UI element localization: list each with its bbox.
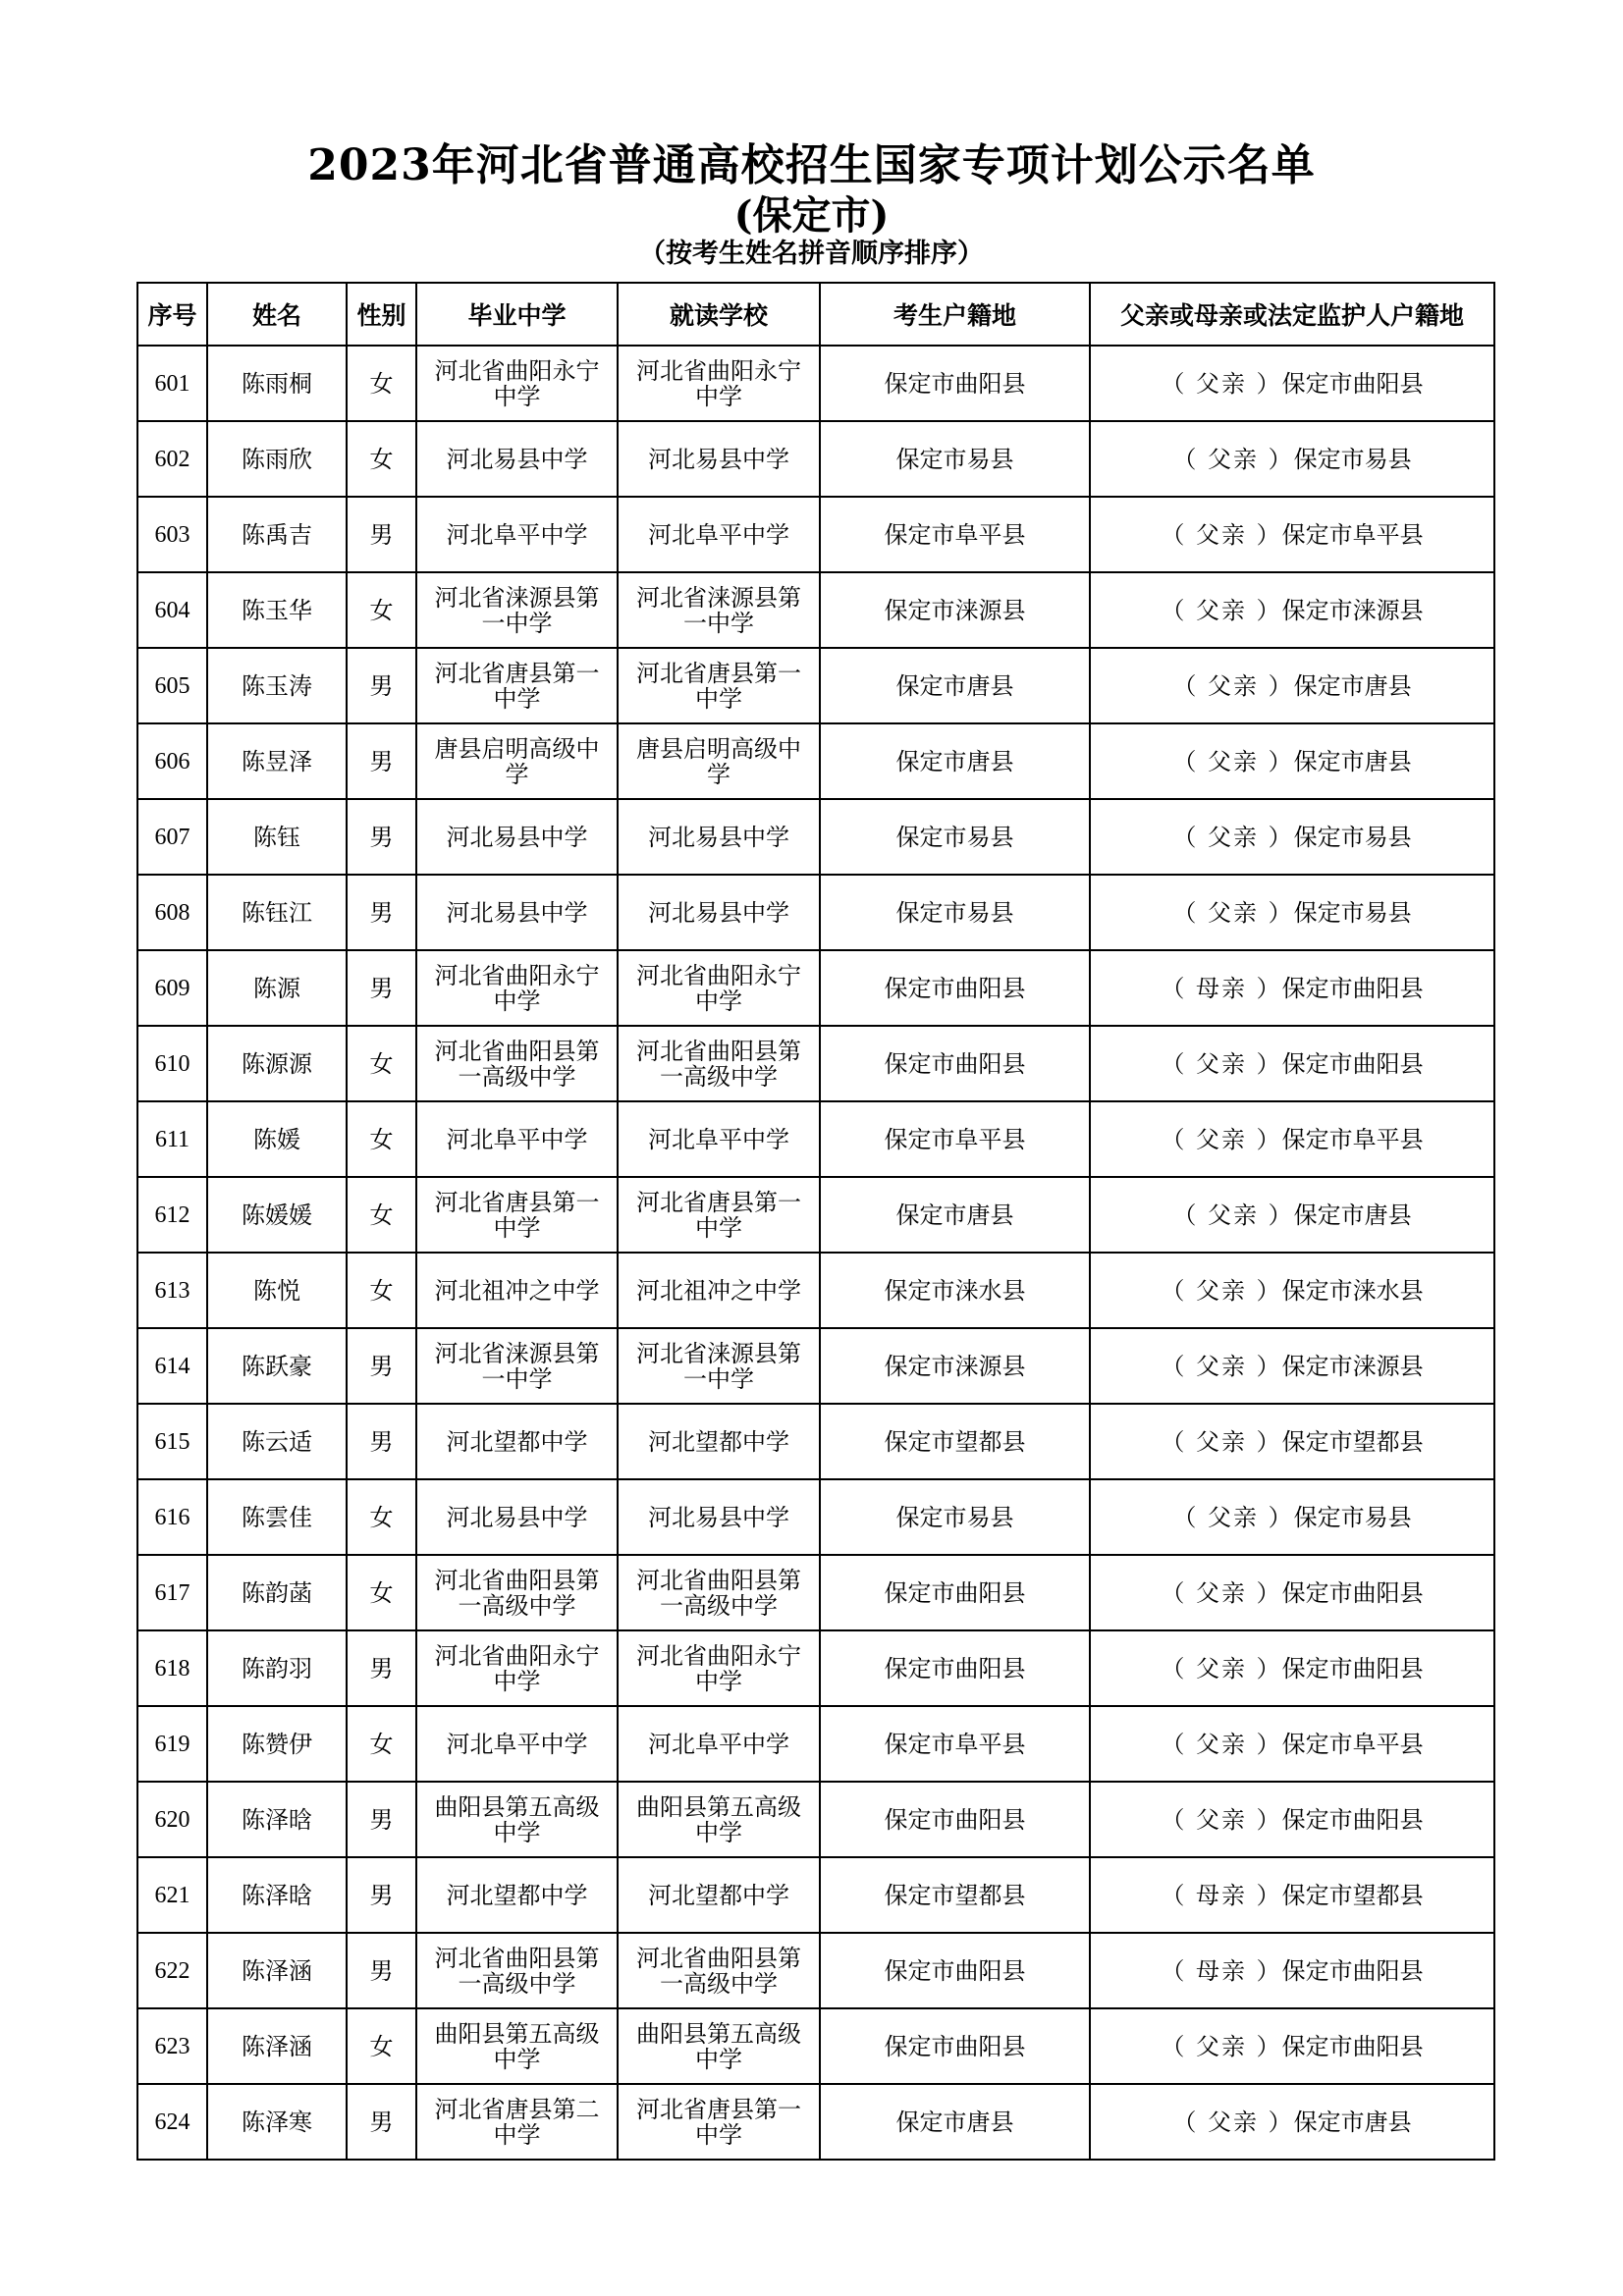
cell-grad-school: 河北省唐县第二中学 <box>416 2084 618 2160</box>
guardian-place: 保定市唐县 <box>1293 747 1412 775</box>
cell-grad-school: 河北易县中学 <box>416 1479 618 1555</box>
cell-household: 保定市易县 <box>820 875 1090 950</box>
column-header-household: 考生户籍地 <box>820 283 1090 346</box>
guardian-relation: （ 父亲 ） <box>1172 1201 1294 1229</box>
guardian-relation: （ 父亲 ） <box>1161 1049 1282 1078</box>
table-row <box>137 648 1494 723</box>
cell-gender: 男 <box>347 1857 416 1933</box>
cell-study-school: 河北易县中学 <box>618 799 820 875</box>
cell-gender: 男 <box>347 950 416 1026</box>
cell-grad-school: 曲阳县第五高级中学 <box>416 2008 618 2084</box>
cell-household: 保定市曲阳县 <box>820 1933 1090 2008</box>
cell-grad-school: 河北省曲阳永宁中学 <box>416 1630 618 1706</box>
cell-name: 陈雨桐 <box>207 346 347 421</box>
cell-grad-school: 河北望都中学 <box>416 1404 618 1479</box>
guardian-relation: （ 母亲 ） <box>1161 1881 1282 1909</box>
cell-study-school: 唐县启明高级中学 <box>618 723 820 799</box>
table-row <box>137 1177 1494 1253</box>
cell-name: 陈昱泽 <box>207 723 347 799</box>
guardian-relation: （ 父亲 ） <box>1161 1654 1282 1682</box>
guardian-relation: （ 母亲 ） <box>1161 974 1282 1002</box>
cell-gender: 男 <box>347 2084 416 2160</box>
guardian-relation: （ 父亲 ） <box>1161 1578 1282 1607</box>
column-header-grad-school: 毕业中学 <box>416 283 618 346</box>
cell-gender: 女 <box>347 572 416 648</box>
cell-gender: 男 <box>347 1782 416 1857</box>
cell-study-school: 河北易县中学 <box>618 875 820 950</box>
cell-household: 保定市望都县 <box>820 1857 1090 1933</box>
cell-name: 陈钰 <box>207 799 347 875</box>
guardian-relation: （ 父亲 ） <box>1172 747 1294 775</box>
guardian-relation: （ 父亲 ） <box>1161 1125 1282 1153</box>
table-row <box>137 1253 1494 1328</box>
cell-grad-school: 河北易县中学 <box>416 421 618 497</box>
cell-guardian-household <box>1090 799 1494 875</box>
guardian-relation: （ 父亲 ） <box>1161 2032 1282 2060</box>
table-row <box>137 1479 1494 1555</box>
cell-guardian-household <box>1090 875 1494 950</box>
table-row <box>137 950 1494 1026</box>
cell-gender: 男 <box>347 1328 416 1404</box>
cell-study-school: 河北望都中学 <box>618 1857 820 1933</box>
cell-gender: 女 <box>347 1253 416 1328</box>
cell-guardian-household <box>1090 1404 1494 1479</box>
cell-study-school: 河北省曲阳县第一高级中学 <box>618 1933 820 2008</box>
cell-gender: 女 <box>347 2008 416 2084</box>
cell-study-school: 河北易县中学 <box>618 1479 820 1555</box>
cell-household: 保定市望都县 <box>820 1404 1090 1479</box>
cell-guardian-household <box>1090 950 1494 1026</box>
cell-gender: 女 <box>347 346 416 421</box>
guardian-relation: （ 父亲 ） <box>1161 596 1282 624</box>
cell-no: 602 <box>137 421 207 497</box>
guardian-place: 保定市望都县 <box>1281 1881 1424 1909</box>
column-header-name: 姓名 <box>207 283 347 346</box>
guardian-place: 保定市阜平县 <box>1281 1730 1424 1758</box>
guardian-relation: （ 父亲 ） <box>1172 2108 1294 2136</box>
cell-name: 陈跃豪 <box>207 1328 347 1404</box>
cell-name: 陈钰江 <box>207 875 347 950</box>
cell-grad-school: 河北省曲阳县第一高级中学 <box>416 1555 618 1630</box>
cell-household: 保定市涞源县 <box>820 572 1090 648</box>
table-row <box>137 497 1494 572</box>
guardian-relation: （ 父亲 ） <box>1161 369 1282 398</box>
cell-household: 保定市阜平县 <box>820 1101 1090 1177</box>
cell-no: 614 <box>137 1328 207 1404</box>
cell-grad-school: 河北省涞源县第一中学 <box>416 572 618 648</box>
guardian-place: 保定市曲阳县 <box>1281 1578 1424 1607</box>
cell-study-school: 河北省涞源县第一中学 <box>618 1328 820 1404</box>
cell-guardian-household <box>1090 1479 1494 1555</box>
cell-household: 保定市涞水县 <box>820 1253 1090 1328</box>
table-row <box>137 346 1494 421</box>
cell-household: 保定市唐县 <box>820 648 1090 723</box>
cell-guardian-household <box>1090 1857 1494 1933</box>
cell-guardian-household <box>1090 1328 1494 1404</box>
cell-grad-school: 河北阜平中学 <box>416 497 618 572</box>
roster-table <box>136 282 1495 2161</box>
cell-study-school: 河北阜平中学 <box>618 497 820 572</box>
cell-household: 保定市阜平县 <box>820 497 1090 572</box>
table-row <box>137 1328 1494 1404</box>
cell-no: 605 <box>137 648 207 723</box>
cell-grad-school: 河北省唐县第一中学 <box>416 648 618 723</box>
cell-grad-school: 河北易县中学 <box>416 799 618 875</box>
cell-name: 陈雨欣 <box>207 421 347 497</box>
cell-guardian-household <box>1090 1026 1494 1101</box>
table-row <box>137 1404 1494 1479</box>
table-row <box>137 1782 1494 1857</box>
guardian-place: 保定市易县 <box>1293 898 1412 927</box>
cell-no: 622 <box>137 1933 207 2008</box>
cell-guardian-household <box>1090 1782 1494 1857</box>
cell-grad-school: 唐县启明高级中学 <box>416 723 618 799</box>
cell-household: 保定市曲阳县 <box>820 1630 1090 1706</box>
cell-household: 保定市曲阳县 <box>820 950 1090 1026</box>
cell-name: 陈雲佳 <box>207 1479 347 1555</box>
cell-study-school: 河北易县中学 <box>618 421 820 497</box>
cell-no: 615 <box>137 1404 207 1479</box>
cell-household: 保定市阜平县 <box>820 1706 1090 1782</box>
cell-gender: 女 <box>347 1177 416 1253</box>
cell-name: 陈泽晗 <box>207 1782 347 1857</box>
guardian-place: 保定市唐县 <box>1293 2108 1412 2136</box>
cell-no: 610 <box>137 1026 207 1101</box>
cell-household: 保定市涞源县 <box>820 1328 1090 1404</box>
cell-study-school: 河北省唐县第一中学 <box>618 648 820 723</box>
cell-name: 陈玉华 <box>207 572 347 648</box>
cell-grad-school: 河北阜平中学 <box>416 1101 618 1177</box>
guardian-place: 保定市易县 <box>1293 445 1412 473</box>
sort-note: （按考生姓名拼音顺序排序） <box>639 239 984 269</box>
cell-guardian-household <box>1090 1101 1494 1177</box>
table-header-row <box>137 283 1494 346</box>
cell-name: 陈赞伊 <box>207 1706 347 1782</box>
table-row <box>137 421 1494 497</box>
guardian-place: 保定市易县 <box>1293 823 1412 851</box>
cell-gender: 男 <box>347 1630 416 1706</box>
guardian-place: 保定市曲阳县 <box>1281 1654 1424 1682</box>
cell-guardian-household <box>1090 1177 1494 1253</box>
table-row <box>137 1101 1494 1177</box>
cell-gender: 男 <box>347 497 416 572</box>
cell-grad-school: 河北易县中学 <box>416 875 618 950</box>
cell-guardian-household <box>1090 1555 1494 1630</box>
cell-guardian-household <box>1090 1706 1494 1782</box>
cell-guardian-household <box>1090 497 1494 572</box>
cell-gender: 女 <box>347 1026 416 1101</box>
cell-grad-school: 河北省曲阳永宁中学 <box>416 950 618 1026</box>
cell-name: 陈泽涵 <box>207 1933 347 2008</box>
cell-guardian-household <box>1090 421 1494 497</box>
cell-guardian-household <box>1090 572 1494 648</box>
cell-name: 陈媛媛 <box>207 1177 347 1253</box>
guardian-relation: （ 父亲 ） <box>1161 1276 1282 1305</box>
cell-name: 陈韵羽 <box>207 1630 347 1706</box>
column-header-gender: 性别 <box>347 283 416 346</box>
table-row <box>137 1933 1494 2008</box>
cell-no: 607 <box>137 799 207 875</box>
table-row <box>137 572 1494 648</box>
guardian-place: 保定市曲阳县 <box>1281 1805 1424 1834</box>
table-body <box>137 346 1494 2160</box>
cell-grad-school: 河北阜平中学 <box>416 1706 618 1782</box>
guardian-relation: （ 父亲 ） <box>1161 1352 1282 1380</box>
table-row <box>137 1026 1494 1101</box>
cell-guardian-household <box>1090 2084 1494 2160</box>
cell-grad-school: 河北望都中学 <box>416 1857 618 1933</box>
cell-guardian-household <box>1090 346 1494 421</box>
cell-study-school: 曲阳县第五高级中学 <box>618 2008 820 2084</box>
table-row <box>137 1706 1494 1782</box>
guardian-place: 保定市望都县 <box>1281 1427 1424 1456</box>
cell-no: 619 <box>137 1706 207 1782</box>
cell-grad-school: 河北祖冲之中学 <box>416 1253 618 1328</box>
guardian-relation: （ 父亲 ） <box>1172 823 1294 851</box>
cell-gender: 男 <box>347 648 416 723</box>
cell-name: 陈韵菡 <box>207 1555 347 1630</box>
cell-no: 606 <box>137 723 207 799</box>
cell-no: 612 <box>137 1177 207 1253</box>
table-row <box>137 723 1494 799</box>
cell-no: 623 <box>137 2008 207 2084</box>
cell-guardian-household <box>1090 1630 1494 1706</box>
column-header-guardian-household: 父亲或母亲或法定监护人户籍地 <box>1090 283 1494 346</box>
cell-study-school: 河北省曲阳永宁中学 <box>618 346 820 421</box>
cell-name: 陈云适 <box>207 1404 347 1479</box>
table-row <box>137 2084 1494 2160</box>
document-subtitle: (保定市) <box>733 192 890 239</box>
cell-guardian-household <box>1090 2008 1494 2084</box>
cell-no: 621 <box>137 1857 207 1933</box>
cell-household: 保定市曲阳县 <box>820 346 1090 421</box>
guardian-relation: （ 父亲 ） <box>1172 1503 1294 1531</box>
cell-no: 620 <box>137 1782 207 1857</box>
cell-name: 陈泽寒 <box>207 2084 347 2160</box>
guardian-place: 保定市曲阳县 <box>1281 369 1424 398</box>
guardian-place: 保定市曲阳县 <box>1281 2032 1424 2060</box>
cell-household: 保定市易县 <box>820 1479 1090 1555</box>
cell-study-school: 河北省曲阳县第一高级中学 <box>618 1555 820 1630</box>
cell-study-school: 河北省曲阳永宁中学 <box>618 950 820 1026</box>
guardian-place: 保定市曲阳县 <box>1281 1049 1424 1078</box>
cell-household: 保定市易县 <box>820 799 1090 875</box>
cell-gender: 女 <box>347 1479 416 1555</box>
table-row <box>137 1555 1494 1630</box>
table-row <box>137 799 1494 875</box>
cell-no: 618 <box>137 1630 207 1706</box>
table-row <box>137 875 1494 950</box>
cell-no: 611 <box>137 1101 207 1177</box>
cell-guardian-household <box>1090 1253 1494 1328</box>
cell-household: 保定市曲阳县 <box>820 1026 1090 1101</box>
cell-gender: 男 <box>347 875 416 950</box>
guardian-place: 保定市曲阳县 <box>1281 1956 1424 1985</box>
cell-gender: 男 <box>347 799 416 875</box>
guardian-relation: （ 父亲 ） <box>1161 1427 1282 1456</box>
cell-study-school: 河北望都中学 <box>618 1404 820 1479</box>
cell-household: 保定市曲阳县 <box>820 2008 1090 2084</box>
cell-study-school: 河北省唐县第一中学 <box>618 2084 820 2160</box>
guardian-place: 保定市易县 <box>1293 1503 1412 1531</box>
cell-name: 陈悦 <box>207 1253 347 1328</box>
cell-gender: 女 <box>347 1706 416 1782</box>
cell-study-school: 河北省唐县第一中学 <box>618 1177 820 1253</box>
cell-no: 624 <box>137 2084 207 2160</box>
cell-household: 保定市曲阳县 <box>820 1782 1090 1857</box>
cell-grad-school: 河北省涞源县第一中学 <box>416 1328 618 1404</box>
guardian-relation: （ 父亲 ） <box>1161 1730 1282 1758</box>
cell-name: 陈源源 <box>207 1026 347 1101</box>
cell-household: 保定市唐县 <box>820 723 1090 799</box>
cell-gender: 女 <box>347 421 416 497</box>
cell-study-school: 河北省曲阳永宁中学 <box>618 1630 820 1706</box>
column-header-no: 序号 <box>137 283 207 346</box>
cell-name: 陈泽涵 <box>207 2008 347 2084</box>
document-title: 2023年河北省普通高校招生国家专项计划公示名单 <box>307 140 1316 190</box>
cell-no: 603 <box>137 497 207 572</box>
guardian-place: 保定市曲阳县 <box>1281 974 1424 1002</box>
cell-grad-school: 河北省曲阳县第一高级中学 <box>416 1026 618 1101</box>
cell-study-school: 河北省曲阳县第一高级中学 <box>618 1026 820 1101</box>
cell-gender: 女 <box>347 1101 416 1177</box>
guardian-relation: （ 父亲 ） <box>1161 520 1282 549</box>
cell-no: 616 <box>137 1479 207 1555</box>
guardian-place: 保定市唐县 <box>1293 1201 1412 1229</box>
cell-household: 保定市唐县 <box>820 2084 1090 2160</box>
guardian-place: 保定市阜平县 <box>1281 1125 1424 1153</box>
guardian-place: 保定市唐县 <box>1293 671 1412 700</box>
cell-household: 保定市曲阳县 <box>820 1555 1090 1630</box>
cell-no: 613 <box>137 1253 207 1328</box>
table-row <box>137 1857 1494 1933</box>
guardian-place: 保定市阜平县 <box>1281 520 1424 549</box>
cell-no: 617 <box>137 1555 207 1630</box>
cell-grad-school: 曲阳县第五高级中学 <box>416 1782 618 1857</box>
cell-gender: 男 <box>347 723 416 799</box>
cell-study-school: 河北祖冲之中学 <box>618 1253 820 1328</box>
table-row <box>137 1630 1494 1706</box>
cell-gender: 男 <box>347 1933 416 2008</box>
guardian-relation: （ 母亲 ） <box>1161 1956 1282 1985</box>
cell-grad-school: 河北省唐县第一中学 <box>416 1177 618 1253</box>
cell-study-school: 河北省涞源县第一中学 <box>618 572 820 648</box>
guardian-relation: （ 父亲 ） <box>1172 898 1294 927</box>
cell-no: 609 <box>137 950 207 1026</box>
cell-guardian-household <box>1090 1933 1494 2008</box>
cell-name: 陈禹吉 <box>207 497 347 572</box>
cell-grad-school: 河北省曲阳县第一高级中学 <box>416 1933 618 2008</box>
guardian-relation: （ 父亲 ） <box>1172 445 1294 473</box>
table-row <box>137 2008 1494 2084</box>
guardian-place: 保定市涞源县 <box>1281 1352 1424 1380</box>
cell-gender: 女 <box>347 1555 416 1630</box>
guardian-relation: （ 父亲 ） <box>1161 1805 1282 1834</box>
cell-household: 保定市唐县 <box>820 1177 1090 1253</box>
column-header-study-school: 就读学校 <box>618 283 820 346</box>
cell-household: 保定市易县 <box>820 421 1090 497</box>
guardian-place: 保定市涞水县 <box>1281 1276 1424 1305</box>
cell-name: 陈源 <box>207 950 347 1026</box>
cell-name: 陈媛 <box>207 1101 347 1177</box>
cell-name: 陈玉涛 <box>207 648 347 723</box>
cell-no: 604 <box>137 572 207 648</box>
cell-no: 608 <box>137 875 207 950</box>
cell-grad-school: 河北省曲阳永宁中学 <box>416 346 618 421</box>
cell-no: 601 <box>137 346 207 421</box>
cell-name: 陈泽晗 <box>207 1857 347 1933</box>
guardian-relation: （ 父亲 ） <box>1172 671 1294 700</box>
cell-study-school: 河北阜平中学 <box>618 1706 820 1782</box>
cell-guardian-household <box>1090 648 1494 723</box>
cell-study-school: 河北阜平中学 <box>618 1101 820 1177</box>
guardian-place: 保定市涞源县 <box>1281 596 1424 624</box>
cell-study-school: 曲阳县第五高级中学 <box>618 1782 820 1857</box>
cell-gender: 男 <box>347 1404 416 1479</box>
cell-guardian-household <box>1090 723 1494 799</box>
